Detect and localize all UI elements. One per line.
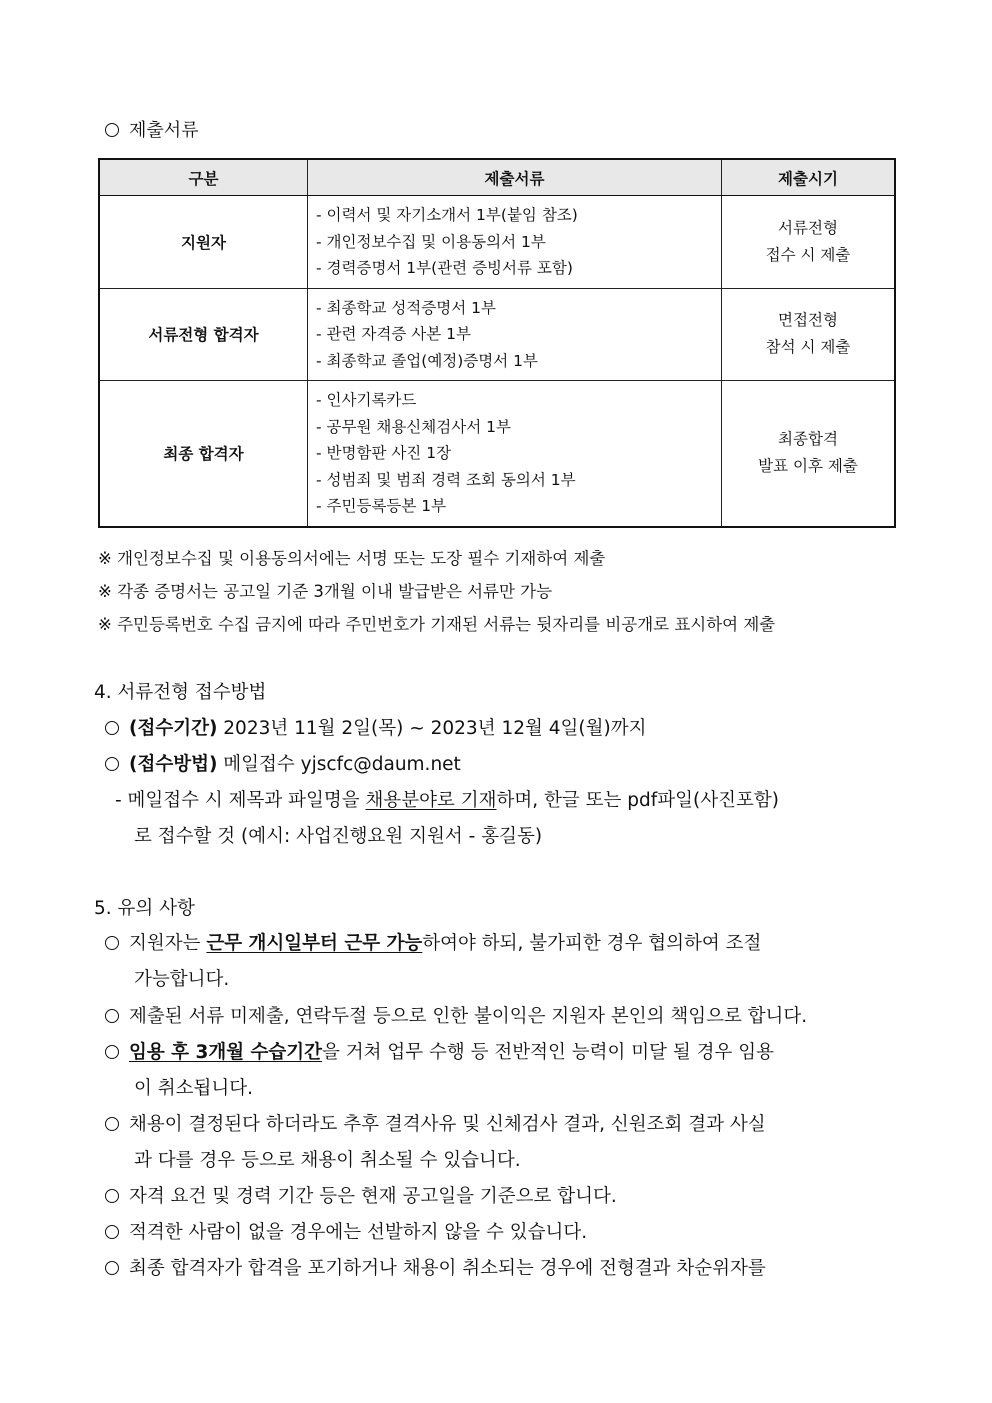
circle-bullet-icon bbox=[105, 1045, 119, 1059]
table-row bbox=[99, 381, 895, 527]
note-line: ※ 개인정보수집 및 이용동의서에는 서명 또는 도장 필수 기재하여 제출 bbox=[98, 549, 606, 568]
notice-item-cont: 과 다를 경우 등으로 채용이 취소될 수 있습니다. bbox=[134, 1150, 521, 1171]
row-timing: 면접전형 참석 시 제출 bbox=[722, 288, 896, 381]
notice-item-cont: 이 취소됩니다. bbox=[134, 1078, 253, 1099]
header-category: 구분 bbox=[99, 159, 308, 196]
row-items: - 최종학교 성적증명서 1부 - 관련 자격증 사본 1부 - 최종학교 졸업(예정)증명서 1부 bbox=[308, 288, 722, 381]
notice-item: 임용 후 3개월 수습기간을 거쳐 업무 수행 등 전반적인 능력이 미달 될 경우 임용 bbox=[105, 1038, 774, 1064]
row-category: 서류전형 합격자 bbox=[99, 288, 308, 381]
submission-docs-heading: 제출서류 bbox=[105, 116, 199, 142]
circle-bullet-icon bbox=[105, 1189, 119, 1203]
header-documents: 제출서류 bbox=[308, 159, 722, 196]
application-period: (접수기간) 2023년 11월 2일(목) ~ 2023년 12월 4일(월)까지 bbox=[105, 714, 646, 740]
notice-item: 적격한 사람이 없을 경우에는 선발하지 않을 수 있습니다. bbox=[105, 1218, 587, 1244]
submission-docs-table bbox=[98, 158, 896, 528]
notice-item: 지원자는 근무 개시일부터 근무 가능하여야 하되, 불가피한 경우 협의하여 조절 bbox=[105, 929, 761, 955]
table-row bbox=[99, 196, 895, 289]
notice-item-cont: 가능합니다. bbox=[134, 969, 230, 990]
row-category: 최종 합격자 bbox=[99, 381, 308, 527]
row-items: - 인사기록카드 - 공무원 채용신체검사서 1부 - 반명함판 사진 1장 - 성범죄 및 범죄 경력 조회 동의서 1부 - 주민등록등본 1부 bbox=[308, 381, 722, 527]
section-5-title: 5. 유의 사항 bbox=[94, 898, 195, 919]
circle-bullet-icon bbox=[105, 123, 119, 137]
notice-item: 제출된 서류 미제출, 연락두절 등으로 인한 불이익은 지원자 본인의 책임으로 합니다. bbox=[105, 1002, 807, 1028]
header-timing: 제출시기 bbox=[722, 159, 896, 196]
row-timing: 최종합격 발표 이후 제출 bbox=[722, 381, 896, 527]
circle-bullet-icon bbox=[105, 721, 119, 735]
row-timing: 서류전형 접수 시 제출 bbox=[722, 196, 896, 289]
note-line: ※ 주민등록번호 수집 금지에 따라 주민번호가 기재된 서류는 뒷자리를 비공개로 표시하여 제출 bbox=[98, 615, 776, 634]
notice-item: 자격 요건 및 경력 기간 등은 현재 공고일을 기준으로 합니다. bbox=[105, 1182, 617, 1208]
row-items: - 이력서 및 자기소개서 1부(붙임 참조) - 개인정보수집 및 이용동의서 1부 - 경력증명서 1부(관련 증빙서류 포함) bbox=[308, 196, 722, 289]
application-detail-cont: 로 접수할 것 (예시: 사업진행요원 지원서 - 홍길동) bbox=[134, 826, 543, 847]
notice-item: 채용이 결정된다 하더라도 추후 결격사유 및 신체검사 결과, 신원조회 결과 사실 bbox=[105, 1110, 766, 1136]
circle-bullet-icon bbox=[105, 1261, 119, 1275]
application-method: (접수방법) 메일접수 yjscfc@daum.net bbox=[105, 750, 461, 776]
section-4-title: 4. 서류전형 접수방법 bbox=[94, 682, 267, 703]
row-category: 지원자 bbox=[99, 196, 308, 289]
circle-bullet-icon bbox=[105, 1009, 119, 1023]
table-header-row bbox=[99, 159, 895, 196]
table-row bbox=[99, 288, 895, 381]
circle-bullet-icon bbox=[105, 1225, 119, 1239]
circle-bullet-icon bbox=[105, 1117, 119, 1131]
notice-item: 최종 합격자가 합격을 포기하거나 채용이 취소되는 경우에 전형결과 차순위자를 bbox=[105, 1254, 766, 1280]
circle-bullet-icon bbox=[105, 936, 119, 950]
application-detail: - 메일접수 시 제목과 파일명을 채용분야로 기재하며, 한글 또는 pdf파일(사진포함) bbox=[115, 790, 779, 811]
note-line: ※ 각종 증명서는 공고일 기준 3개월 이내 발급받은 서류만 가능 bbox=[98, 582, 553, 601]
circle-bullet-icon bbox=[105, 757, 119, 771]
